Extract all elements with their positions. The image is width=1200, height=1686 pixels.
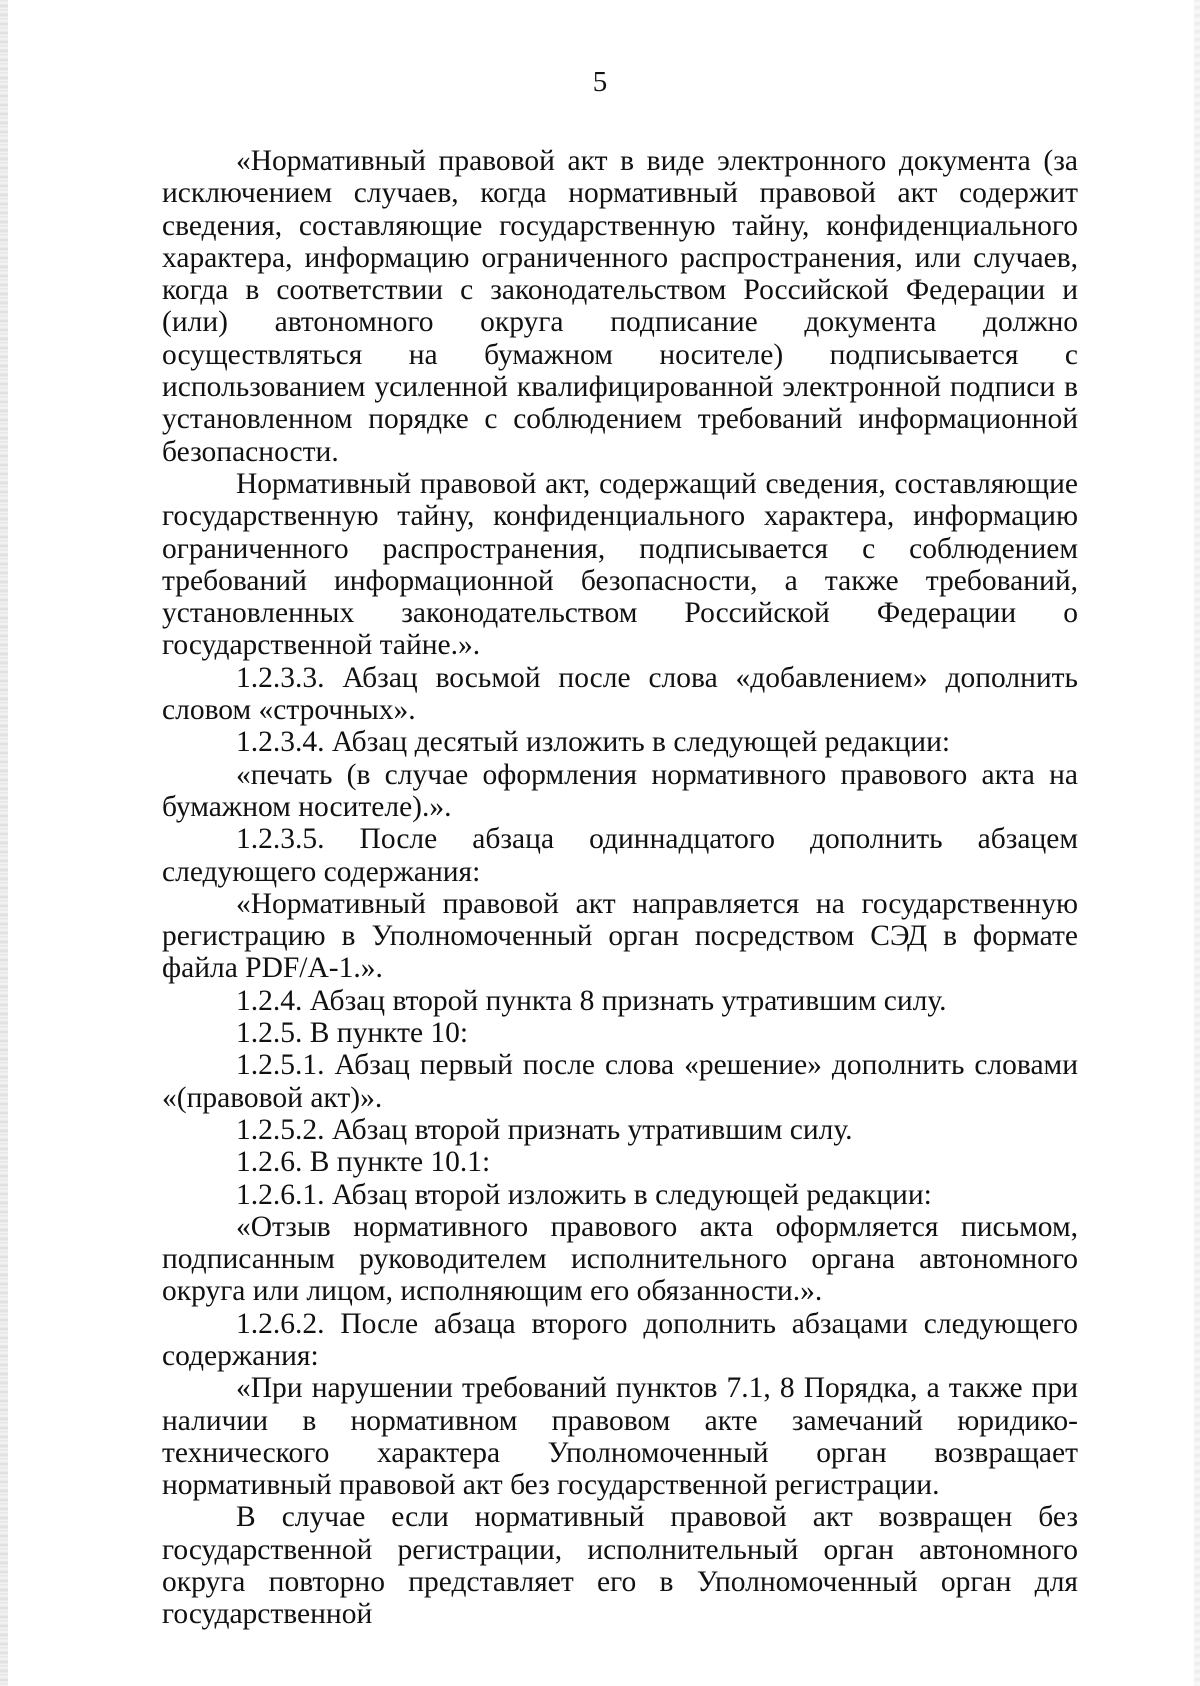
- paragraph: 1.2.5. В пункте 10:: [236, 1017, 469, 1050]
- document-body: [162, 145, 1078, 1631]
- paragraph: 1.2.3.4. Абзац десятый изложить в следующей редакции:: [236, 726, 951, 759]
- paragraph: «Отзыв нормативного правового акта оформляется письмом, подписанным руководителем исполнительного органа автономного округа или лицом, исполняющим его обязанности.».: [162, 1210, 1078, 1308]
- paragraph: 1.2.5.1. Абзац первый после слова «решение» дополнить словами «(правовой акт)».: [162, 1049, 1078, 1114]
- paragraph: В случае если нормативный правовой акт возвращен без государственной регистрации, исполнительный орган автономного округа повторно представляет его в Уполномоченный орган для государственной: [162, 1501, 1078, 1631]
- paragraph: «Нормативный правовой акт в виде электронного документа (за исключением случаев, когда нормативный правовой акт содержит сведения, составляющие государственную тайну, конфиденциального характера, информацию ограниченного распространения, или случаев, когда в соответствии с законодательством Российской Федерации и (или) автономного округа подписание документа должно осуществляться на бумажном носителе) подписывается с использованием усиленной квалифицированной электронной подписи в установленном порядке с соблюдением требований информационной безопасности.: [162, 145, 1078, 468]
- scan-edge-left: [0, 0, 8, 1686]
- paragraph: 1.2.3.5. После абзаца одиннадцатого дополнить абзацем следующего содержания:: [162, 823, 1078, 888]
- page-number: 5: [592, 66, 608, 98]
- paragraph: 1.2.4. Абзац второй пункта 8 признать утратившим силу.: [236, 984, 947, 1017]
- paragraph: «печать (в случае оформления нормативного правового акта на бумажном носителе).».: [162, 758, 1078, 823]
- paragraph: «При нарушении требований пунктов 7.1, 8 Порядка, а также при наличии в нормативном правовом акте замечаний юридико-технического характера Уполномоченный орган возвращает нормативный правовой акт без государственной регистрации.: [162, 1372, 1078, 1502]
- paragraph: 1.2.6.1. Абзац второй изложить в следующей редакции:: [236, 1178, 932, 1211]
- paragraph: 1.2.3.3. Абзац восьмой после слова «добавлением» дополнить словом «строчных».: [162, 661, 1078, 727]
- scan-edge-right: [1194, 0, 1200, 1686]
- paragraph: 1.2.6. В пункте 10.1:: [236, 1146, 491, 1179]
- paragraph: Нормативный правовой акт, содержащий сведения, составляющие государственную тайну, конфиденциального характера, информацию ограниченного распространения, подписывается с соблюдением требований информационной безопасности, а также требований, установленных законодательством Российской Федерации о государственной тайне.».: [162, 467, 1078, 662]
- paragraph: «Нормативный правовой акт направляется на государственную регистрацию в Уполномоченный орган посредством СЭД в формате файла PDF/A-1.».: [162, 887, 1078, 985]
- paragraph: 1.2.5.2. Абзац второй признать утратившим силу.: [236, 1113, 853, 1146]
- paragraph: 1.2.6.2. После абзаца второго дополнить абзацами следующего содержания:: [162, 1307, 1078, 1372]
